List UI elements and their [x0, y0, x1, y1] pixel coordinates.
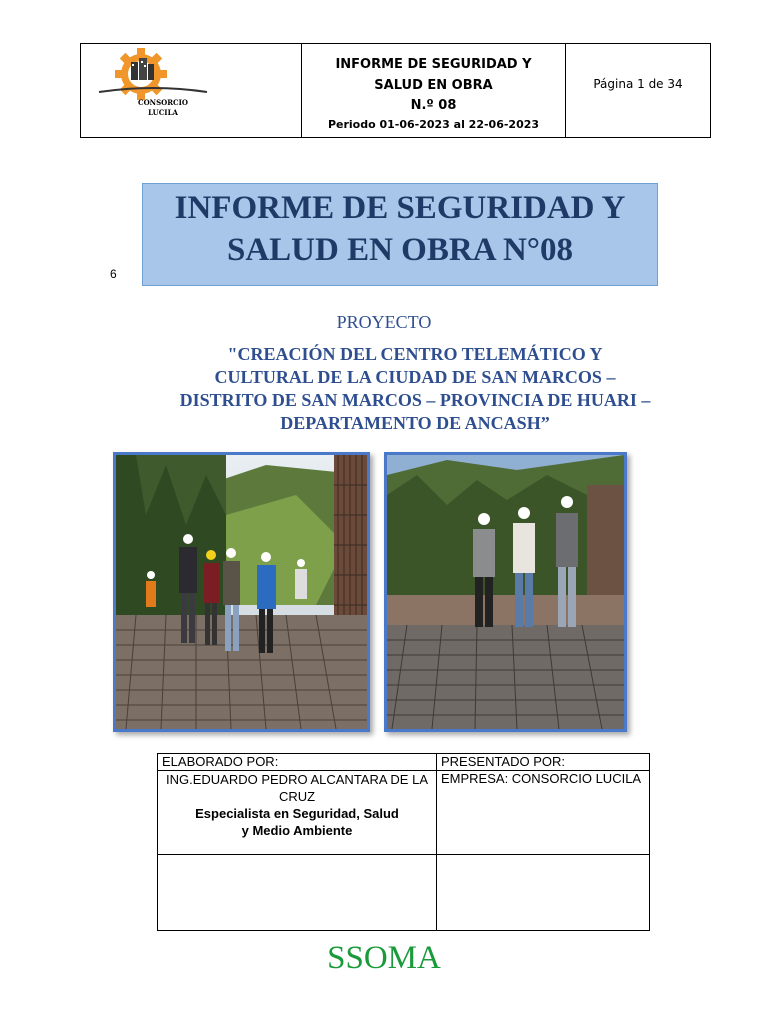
presentado-por-header: PRESENTADO POR: — [437, 754, 650, 771]
author-signature-space — [158, 855, 437, 931]
project-title-line2: CULTURAL DE LA CIUDAD DE SAN MARCOS – — [214, 367, 616, 387]
company-name: EMPRESA: CONSORCIO LUCILA — [441, 771, 642, 786]
logo-cell — [81, 44, 302, 137]
signature-table-info-row — [158, 771, 650, 855]
author-name-line2: CRUZ — [278, 789, 316, 804]
main-title-box — [142, 183, 658, 286]
elaborado-por-header: ELABORADO POR: — [158, 754, 437, 771]
company-signature-space — [437, 855, 650, 931]
project-title — [120, 343, 710, 435]
header-period: Periodo 01-06-2023 al 22-06-2023 — [327, 118, 540, 131]
author-cell — [158, 771, 437, 855]
author-role-line2: y Medio Ambiente — [241, 823, 353, 838]
consorcio-lucila-logo — [93, 48, 213, 100]
header-title-line2: SALUD EN OBRA — [374, 78, 493, 93]
author-role-line1: Especialista en Seguridad, Salud — [195, 806, 399, 821]
page-number: Página 1 de 34 — [593, 77, 683, 91]
signature-blank-row — [158, 855, 650, 931]
header-title-cell — [302, 44, 566, 137]
page-number-cell — [566, 44, 710, 137]
construction-site-image — [387, 455, 624, 729]
footer-ssoma: SSOMA — [327, 940, 441, 976]
logo-text-consorcio: CONSORCIO — [138, 98, 188, 107]
document-header — [80, 43, 711, 138]
logo-text-lucila: LUCILA — [148, 108, 178, 117]
signature-table-header-row — [158, 754, 650, 771]
project-title-line1: "CREACIÓN DEL CENTRO TELEMÁTICO Y — [227, 344, 603, 364]
signature-table — [157, 753, 650, 931]
main-title-line1: INFORME DE SEGURIDAD Y — [174, 190, 626, 226]
author-name-line1: ING.EDUARDO PEDRO ALCANTARA DE LA — [166, 772, 428, 787]
project-title-line3: DISTRITO DE SAN MARCOS – PROVINCIA DE HUARI – — [179, 390, 651, 410]
site-photo-left — [113, 452, 370, 732]
project-title-line4: DEPARTAMENTO DE ANCASH” — [280, 413, 550, 433]
construction-site-image — [116, 455, 367, 729]
margin-number: 6 — [110, 267, 117, 281]
project-label: PROYECTO — [336, 312, 432, 332]
site-photo-right — [384, 452, 627, 732]
company-cell — [437, 771, 650, 855]
main-title-line2: SALUD EN OBRA N°08 — [226, 232, 573, 268]
header-title-line1: INFORME DE SEGURIDAD Y — [335, 57, 532, 72]
header-report-number: N.º 08 — [410, 98, 457, 113]
